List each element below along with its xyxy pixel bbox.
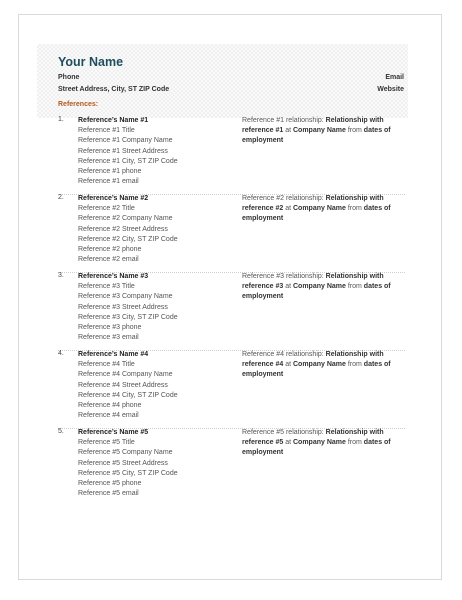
reference-street[interactable]: Reference #3 Street Address <box>78 303 168 311</box>
relationship-company: Company Name <box>293 205 346 213</box>
relationship-prefix: Reference #1 relationship: <box>242 117 326 124</box>
relationship-company: Company Name <box>293 283 346 291</box>
email-field[interactable]: Email <box>385 74 404 81</box>
reference-number: 4. <box>58 350 64 357</box>
reference-relationship[interactable] <box>242 272 407 303</box>
phone-field[interactable]: Phone <box>58 74 80 81</box>
reference-city[interactable]: Reference #1 City, ST ZIP Code <box>78 157 178 165</box>
reference-city[interactable]: Reference #2 City, ST ZIP Code <box>78 235 178 243</box>
relationship-from: from <box>345 361 364 369</box>
reference-relationship[interactable] <box>242 194 407 225</box>
reference-name[interactable]: Reference’s Name #4 <box>78 351 149 358</box>
reference-details <box>78 428 238 499</box>
reference-email[interactable]: Reference #5 email <box>78 490 139 498</box>
reference-details <box>78 194 238 265</box>
reference-number: 3. <box>58 272 64 279</box>
reference-city[interactable]: Reference #5 City, ST ZIP Code <box>78 469 178 477</box>
reference-number: 5. <box>58 428 64 435</box>
relationship-text: Relationship with reference #2 <box>242 195 384 213</box>
website-field[interactable]: Website <box>377 86 404 93</box>
reference-name[interactable]: Reference’s Name #1 <box>78 117 149 124</box>
reference-name[interactable]: Reference’s Name #3 <box>78 273 149 280</box>
reference-title[interactable]: Reference #1 Title <box>78 127 135 135</box>
reference-street[interactable]: Reference #5 Street Address <box>78 459 168 467</box>
reference-street[interactable]: Reference #4 Street Address <box>78 381 168 389</box>
reference-relationship[interactable] <box>242 428 407 459</box>
relationship-company: Company Name <box>293 361 346 369</box>
reference-relationship[interactable] <box>242 350 407 381</box>
reference-details <box>78 272 238 343</box>
relationship-at: at <box>283 439 293 447</box>
reference-number: 1. <box>58 116 64 123</box>
reference-block-5 <box>58 428 405 506</box>
relationship-at: at <box>283 127 293 135</box>
relationship-prefix: Reference #4 relationship: <box>242 351 326 358</box>
reference-company[interactable]: Reference #2 Company Name <box>78 215 173 223</box>
reference-email[interactable]: Reference #3 email <box>78 334 139 342</box>
reference-title[interactable]: Reference #4 Title <box>78 361 135 369</box>
relationship-prefix: Reference #5 relationship: <box>242 429 326 436</box>
reference-city[interactable]: Reference #4 City, ST ZIP Code <box>78 391 178 399</box>
reference-city[interactable]: Reference #3 City, ST ZIP Code <box>78 313 178 321</box>
relationship-dates: dates of employment <box>242 361 391 379</box>
reference-title[interactable]: Reference #3 Title <box>78 283 135 291</box>
reference-details <box>78 116 238 187</box>
relationship-text: Relationship with reference #4 <box>242 351 384 369</box>
relationship-dates: dates of employment <box>242 439 391 457</box>
reference-street[interactable]: Reference #1 Street Address <box>78 147 168 155</box>
reference-name[interactable]: Reference’s Name #2 <box>78 195 149 202</box>
reference-email[interactable]: Reference #2 email <box>78 256 139 264</box>
reference-street[interactable]: Reference #2 Street Address <box>78 225 168 233</box>
reference-block-3 <box>58 272 405 351</box>
relationship-text: Relationship with reference #5 <box>242 429 384 447</box>
reference-block-4 <box>58 350 405 429</box>
reference-phone[interactable]: Reference #4 phone <box>78 402 142 410</box>
reference-email[interactable]: Reference #1 email <box>78 178 139 186</box>
contact-left <box>58 72 169 96</box>
reference-company[interactable]: Reference #1 Company Name <box>78 137 173 145</box>
relationship-dates: dates of employment <box>242 127 391 145</box>
reference-phone[interactable]: Reference #1 phone <box>78 168 142 176</box>
relationship-from: from <box>345 127 364 135</box>
relationship-from: from <box>345 205 364 213</box>
relationship-prefix: Reference #3 relationship: <box>242 273 326 280</box>
relationship-from: from <box>345 439 364 447</box>
references-heading[interactable]: References: <box>58 101 99 108</box>
address-field[interactable]: Street Address, City, ST ZIP Code <box>58 86 170 93</box>
reference-block-1 <box>58 116 405 195</box>
relationship-text: Relationship with reference #3 <box>242 273 384 291</box>
reference-email[interactable]: Reference #4 email <box>78 412 139 420</box>
relationship-dates: dates of employment <box>242 205 391 223</box>
reference-number: 2. <box>58 194 64 201</box>
relationship-dates: dates of employment <box>242 283 391 301</box>
relationship-prefix: Reference #2 relationship: <box>242 195 326 202</box>
reference-title[interactable]: Reference #2 Title <box>78 205 135 213</box>
relationship-from: from <box>345 283 364 291</box>
reference-company[interactable]: Reference #3 Company Name <box>78 293 173 301</box>
relationship-at: at <box>283 361 293 369</box>
relationship-at: at <box>283 283 293 291</box>
relationship-company: Company Name <box>293 127 346 135</box>
reference-name[interactable]: Reference’s Name #5 <box>78 429 149 436</box>
reference-company[interactable]: Reference #5 Company Name <box>78 449 173 457</box>
contact-right <box>377 72 404 96</box>
reference-title[interactable]: Reference #5 Title <box>78 439 135 447</box>
reference-phone[interactable]: Reference #3 phone <box>78 324 142 332</box>
relationship-at: at <box>283 205 293 213</box>
reference-phone[interactable]: Reference #2 phone <box>78 246 142 254</box>
reference-details <box>78 350 238 421</box>
relationship-text: Relationship with reference #1 <box>242 117 384 135</box>
reference-relationship[interactable] <box>242 116 407 147</box>
reference-company[interactable]: Reference #4 Company Name <box>78 371 173 379</box>
your-name-heading[interactable]: Your Name <box>58 55 124 69</box>
reference-block-2 <box>58 194 405 273</box>
relationship-company: Company Name <box>293 439 346 447</box>
reference-phone[interactable]: Reference #5 phone <box>78 480 142 488</box>
